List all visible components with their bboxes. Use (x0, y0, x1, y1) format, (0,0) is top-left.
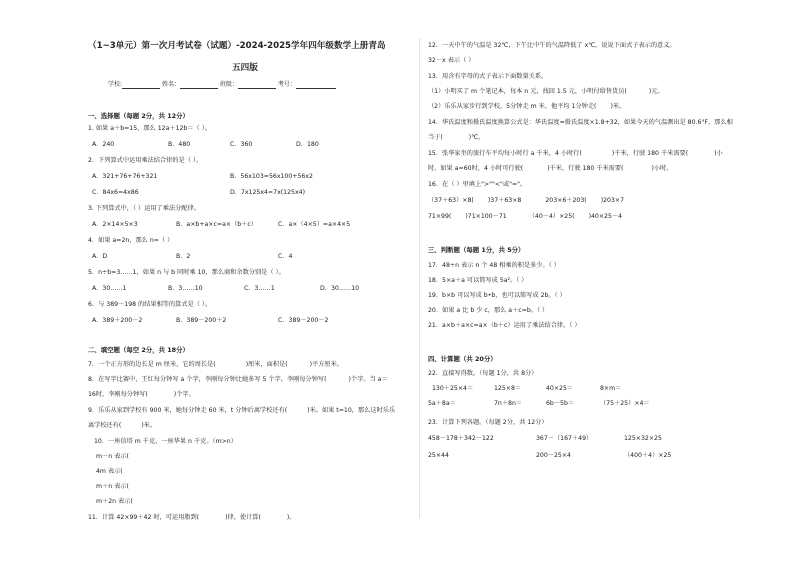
q15-line1 (428, 149, 723, 158)
q12-stem: 12．一天中午的气温是 32℃，下午比中午的气温降低了 x℃。说说下面式子表示的意义。 (428, 42, 676, 49)
class-blank[interactable] (238, 81, 276, 89)
q15-part-f: )小时。 (651, 165, 673, 172)
q1-option-c[interactable]: C．360 (230, 141, 253, 148)
q16-r1-b: )37＋63×8 (487, 197, 522, 204)
q22-item[interactable]: 6b－5b＝ (546, 400, 575, 407)
q11-part-b: )律，使计算( (225, 514, 261, 521)
q10-blank-4[interactable] (133, 499, 193, 506)
q22-item[interactable]: 130＋25×4＝ (432, 385, 474, 392)
name-label: 姓名： (161, 81, 180, 88)
q10-item-3 (96, 482, 189, 491)
q16-r2-a: 71×99( (428, 213, 452, 220)
q16-r1-d: )203×7 (600, 197, 625, 204)
exam-no-blank[interactable] (296, 81, 336, 89)
q23-item[interactable]: 125×32×25 (624, 435, 662, 442)
q19[interactable]: 19．b×b 可以写成 b•b，也可以简写成 2b。（ ） (428, 292, 566, 299)
q2-option-b[interactable]: B．56x103=56x100+56x2 (230, 173, 313, 180)
q14-part-b: 当于( (428, 134, 443, 141)
q9-part-b: )米。如果 t=10，那么这时乐乐 (307, 407, 396, 414)
student-info-row (108, 80, 336, 89)
q7-part-a: 7．一个正方形的边长是 m 厘米，它的周长是( (88, 361, 216, 368)
q16-r1-c: 203×6＋203( (545, 197, 587, 204)
school-label: 学校: (108, 81, 123, 88)
q10-item-4-text: m＋2n 表示( (96, 498, 133, 505)
q5-option-d[interactable]: D．30……10 (320, 285, 360, 292)
q14-line1: 14．华氏温度和摄氏温度换算公式是：华氏温度=摄氏温度×1.8+32，如果今天的气温测出是 80.6°F，那么相 (428, 119, 733, 126)
q9-part-a: 9．乐乐从家到学校有 900 米，她每分钟走 60 米，t 分钟后离学校还有( (88, 407, 288, 414)
q15-part-c: )小 (714, 150, 723, 157)
q10-item-3-text: m＋n 表示( (96, 483, 129, 490)
q23-item[interactable]: 200－25×4 (536, 452, 571, 459)
q23-item[interactable]: 367－（167＋49） (536, 435, 593, 442)
q17[interactable]: 17．48÷n 表示 n 个 48 相乘的积是多少。（ ） (428, 262, 560, 269)
q16-r2-b: )71×100－71 (465, 213, 507, 220)
q7-part-b: )厘米，面积是( (245, 361, 288, 368)
q22-item[interactable]: 40×25＝ (546, 385, 574, 392)
q5-option-a[interactable]: A．30……1 (92, 285, 127, 292)
q10-item-4 (96, 497, 193, 506)
q2-option-c[interactable]: C．84x6=4x86 (92, 189, 139, 196)
q5-option-b[interactable]: B．3……10 (168, 285, 203, 292)
q8-line1 (88, 375, 388, 384)
q10-item-1 (96, 452, 189, 461)
q4-stem: 4．如果 a=2n，那么 n=（ ） (88, 237, 174, 244)
q8-part-b: )个字。当 a＝ (348, 376, 388, 383)
q8-part-c: 16时，李刚每分钟写( (88, 391, 148, 398)
q2-option-d[interactable]: D．7x125x4=7x(125x4) (230, 189, 305, 196)
q23-item[interactable]: 25×44 (428, 452, 449, 459)
q16-r2-c: （40－4）×25( (528, 213, 575, 220)
q3-option-a[interactable]: A．2×14×5×3 (92, 221, 138, 228)
q3-stem: 3. 下列算式中，（ ）运用了乘法分配律。 (88, 205, 200, 212)
q13-sub2-a: （2）乐乐从家步行到学校，5分钟走 m 米，他平均 1分钟走( (428, 103, 597, 110)
q8-part-d: )个字。 (173, 391, 195, 398)
q22-item[interactable]: （75＋25）×4＝ (600, 400, 650, 407)
q10-stem: 10．一座信塔 m 千克，一座华果 n 千克。（m>n） (94, 438, 237, 445)
q22-stem: 22．直接写得数。（每题 1分，共 8分） (428, 370, 538, 377)
q7-part-c: )平方厘米。 (309, 361, 343, 368)
q22-item[interactable]: 8×m＝ (600, 385, 622, 392)
q10-blank-2[interactable] (123, 469, 183, 476)
q1-option-d[interactable]: D．180 (296, 141, 319, 148)
q20[interactable]: 20．如果 a 比 b 少 c，那么 a＋c=b。（ ） (428, 307, 549, 314)
q12-expression[interactable]: 32－x 表示（ ） (428, 57, 475, 64)
q18[interactable]: 18．5×a＋a 可以简写成 5a²。（ ） (428, 277, 528, 284)
q2-option-a[interactable]: A．321+76+76+321 (92, 173, 158, 180)
q1-stem: 1. 如果 a＋b=15，那么 12a＋12b＝（ ）。 (88, 125, 211, 132)
school-blank[interactable] (122, 81, 160, 89)
column-divider (419, 38, 420, 518)
exam-title-line1: （1~3单元）第一次月考试卷（试题）-2024-2025学年四年级数学上册青岛 (88, 41, 386, 51)
q7 (88, 360, 343, 369)
q13-sub1-b: )元。 (648, 88, 664, 95)
q13-sub2 (428, 102, 625, 111)
q10-item-2-text: 4m 表示( (96, 468, 123, 475)
section-4-heading: 四、计算题（共 20分） (428, 355, 497, 363)
q21[interactable]: 21．a×b＋a×c=a×（b＋c）运用了乘法结合律。（ ） (428, 322, 581, 329)
q16-r1-a: （37＋63）×8( (428, 197, 474, 204)
q8-line2 (88, 390, 195, 399)
q11-part-c: )。 (286, 514, 296, 521)
q11 (88, 513, 295, 522)
q23-stem: 23．计算下列各题。（每题 2分，共 12分） (428, 419, 548, 426)
q6-option-a[interactable]: A．389＋200－2 (92, 317, 143, 324)
q5-option-c[interactable]: C．3……1 (244, 285, 275, 292)
q6-option-c[interactable]: C．389－200－2 (278, 317, 329, 324)
q16-row2 (428, 212, 622, 221)
q23-item[interactable]: 458－178＋342－122 (428, 435, 494, 442)
q2-stem: 2．下列算式中运用乘法结合律的是（ ）。 (88, 157, 203, 164)
name-blank[interactable] (180, 81, 218, 89)
q13-sub1-a: （1）小明买了 m 个笔记本，每本 n 元，找回 1.5 元，小明付给售货员( (428, 88, 627, 95)
q11-part-a: 11．计算 42×99＋42 时，可运用脂到( (88, 514, 200, 521)
q14-line2 (428, 133, 484, 142)
q5-stem: 5．n÷b=3……1，如果 n 与 b 同时乘 10，那么商和余数分别是（ ）。 (88, 269, 285, 276)
q16-row1 (428, 196, 624, 205)
q22-item[interactable]: 7n＋8n＝ (494, 400, 523, 407)
exam-title-line2: 五四版 (232, 63, 258, 73)
q15-part-a: 15．张华家坐的旅行车平均每小时行 a 千米，4 小时行( (428, 150, 582, 157)
q4-option-b[interactable]: B．2 (176, 253, 191, 260)
q13-sub1 (428, 87, 664, 96)
q13-stem: 13．用含有字母的式子表示下面数量关系。 (428, 73, 548, 80)
q6-option-b[interactable]: B．389－200＋2 (176, 317, 227, 324)
q22-item[interactable]: 5a＋8a＝ (428, 400, 456, 407)
q16-r2-d: )40×25－4 (588, 213, 623, 220)
q9-line1 (88, 406, 395, 415)
q22-item[interactable]: 125×8＝ (494, 385, 522, 392)
q15-part-e: )千米，行驶 180 千米需要( (547, 165, 624, 172)
q1-option-b[interactable]: B．480 (168, 141, 191, 148)
q10-item-1-text: m－n 表示( (96, 453, 129, 460)
q3-option-b[interactable]: B．a×b+a×c=a×（b＋c） (176, 221, 257, 228)
q4-option-a[interactable]: A．D (92, 253, 108, 260)
q10-blank-3[interactable] (129, 484, 189, 491)
class-label: 班级： (219, 81, 238, 88)
q9-part-d: )米。 (141, 422, 157, 429)
exam-no-label: 考号： (277, 81, 296, 88)
q3-option-c[interactable]: C．a×（4×5）=a×4×5 (278, 221, 351, 228)
q9-part-c: 离学校还有( (88, 422, 122, 429)
q13-sub2-b: )米。 (610, 103, 626, 110)
q4-option-c[interactable]: C．4 (278, 253, 293, 260)
section-2-heading: 二、填空题（每空 2分，共 18分） (88, 346, 189, 354)
q10-item-2 (96, 467, 183, 476)
q6-stem: 6．与 389－198 的结果相等的算式是（ ）。 (88, 301, 212, 308)
q15-part-b: )千米，行驶 180 千米需要( (611, 150, 689, 157)
q1-option-a[interactable]: A．240 (92, 141, 115, 148)
q10-blank-1[interactable] (129, 454, 189, 461)
section-3-heading: 三、判断题（每题 1分，共 5分） (428, 246, 525, 254)
q15-part-d: 时。如果 a=60时，4 小时可行驶( (428, 165, 524, 172)
q14-part-c: )℃。 (468, 134, 485, 141)
q23-item[interactable]: （400＋4）×25 (624, 452, 672, 459)
q8-part-a: 8．在写字比赛中，王红每分钟写 a 个字，李刚每分钟比她多写 5 个字，李刚每分钟写( (88, 376, 327, 383)
q15-line2 (428, 164, 672, 173)
q9-line2 (88, 421, 156, 430)
q16-stem: 16．在（ ）里填上">""<"或"="。 (428, 181, 527, 188)
section-1-heading: 一、选择题（每题 2分，共 12分） (88, 112, 189, 120)
